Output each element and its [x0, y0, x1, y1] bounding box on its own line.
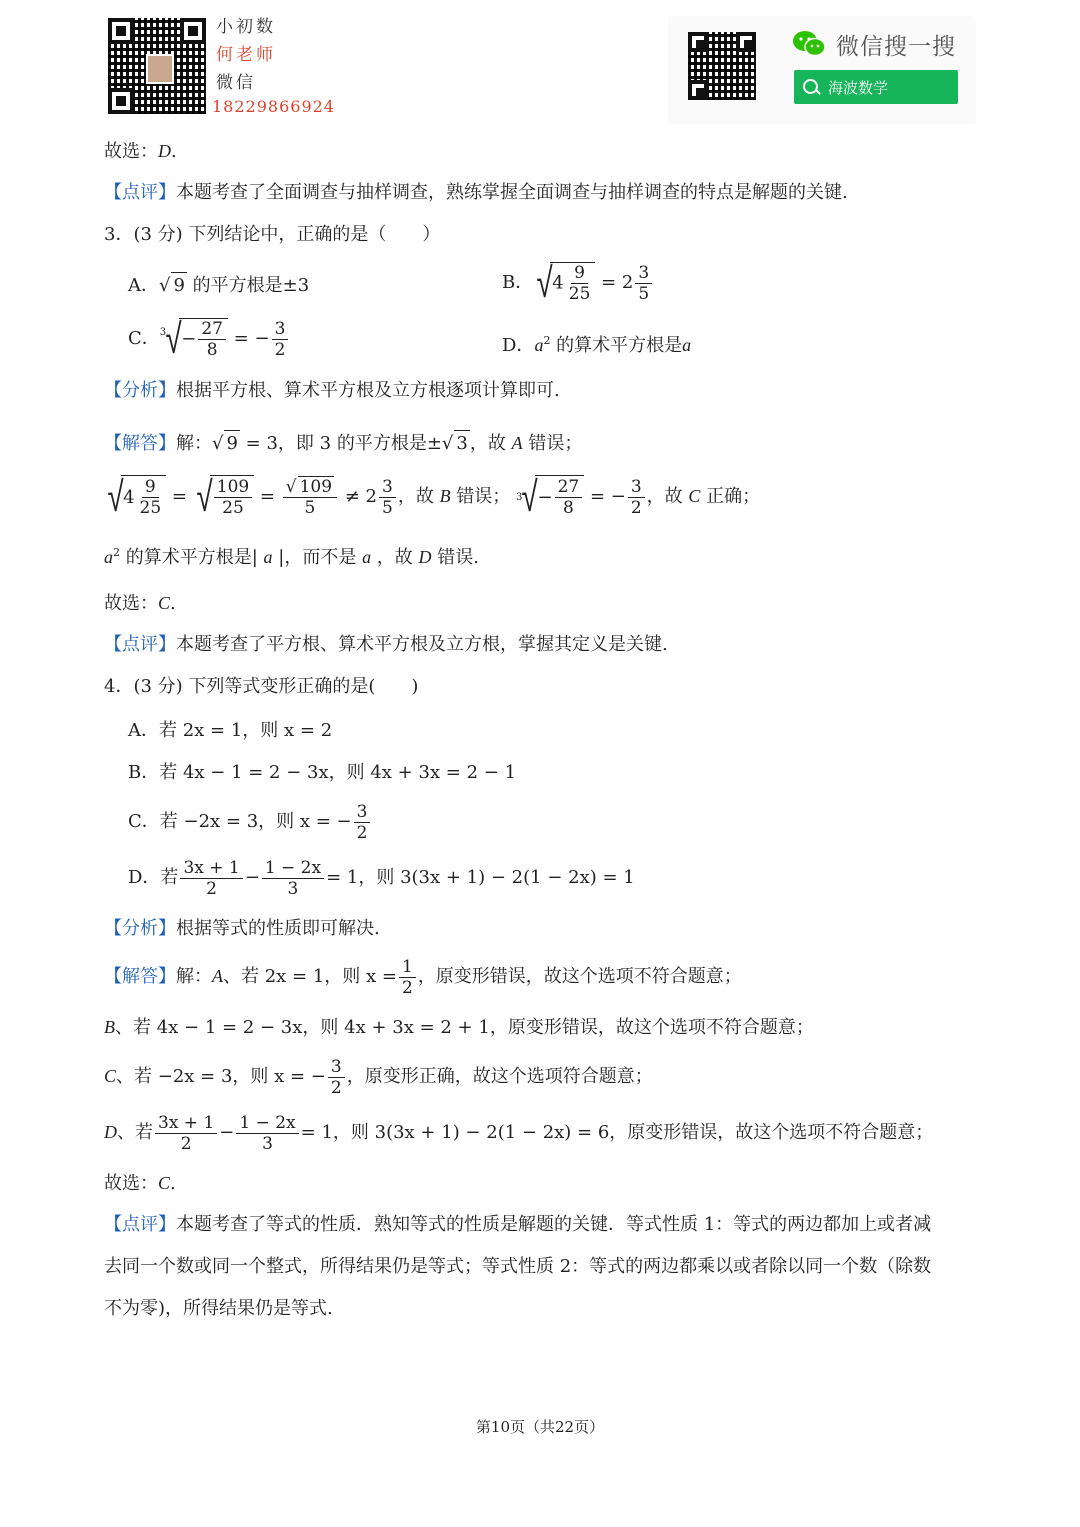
- answer-letter: D: [158, 141, 171, 161]
- analysis-text: 根据等式的性质即可解决.: [176, 918, 380, 939]
- solution-text: ，故: [646, 486, 683, 507]
- option-d-prefix: D．: [502, 335, 535, 356]
- analysis-tag: 【分析】: [104, 918, 176, 939]
- q4-solution-b: B、若 4x − 1 = 2 − 3x，则 4x + 3x = 2 + 1，原变形错误，故这个选项不符合题意；: [104, 1017, 814, 1038]
- option-a-text: 的平方根是±3: [192, 275, 310, 296]
- solution-text: 、若 4x − 1 = 2 − 3x，则 4x + 3x = 2 + 1，原变形错误，故这个选项不符合题意；: [115, 1017, 814, 1038]
- option-c-text: C．若 −2x = 3，则 x = −: [128, 811, 352, 832]
- q4-solution-d: D、若 $\frac{3x + 1}{2}$ − $\frac{1 - 2x}{3}$ = 1，则 3(3x + 1) − 2(1 − 2x) = 6，原变形错误，故这个选项不符合题意；: [104, 1112, 934, 1154]
- wechat-search-button[interactable]: [794, 70, 958, 104]
- solution-text: ，故: [376, 547, 413, 568]
- handwritten-teacher: 何老师: [216, 45, 276, 65]
- solution-text: 的算术平方根是: [125, 547, 252, 568]
- q3-option-a: A．√ 9 的平方根是±3: [128, 272, 309, 299]
- handwritten-wechat: 微信: [216, 73, 256, 93]
- prev-answer-line: 故选：D.: [104, 141, 177, 162]
- q3-solution-line-1: 【解答】解：√ 9 = 3，即 3 的平方根是±√ 3 ，故 A 错误；: [104, 430, 582, 457]
- option-d-text: 的算术平方根是: [556, 335, 683, 356]
- q4-option-c: C．若 −2x = 3，则 x = − $\frac{3}{2}$: [128, 800, 372, 844]
- solution-text: 、若: [117, 1122, 153, 1143]
- review-tag: 【点评】: [104, 1214, 176, 1235]
- q4-stem: 4．(3 分) 下列等式变形正确的是( ): [104, 676, 419, 697]
- q4-solution-a: 【解答】解：A、若 2x = 1，则 x = $\frac{1}{2}$ ，原变形错误，故这个选项不符合题意；: [104, 956, 742, 998]
- q4-option-b: B．若 4x − 1 = 2 − 3x，则 4x + 3x = 2 − 1: [128, 762, 517, 783]
- option-d-text: D．若: [128, 867, 179, 888]
- solution-text: ，即 3 的平方根是: [277, 433, 427, 454]
- avatar: [146, 54, 174, 84]
- option-d-text: = 1，则 3(3x + 1) − 2(1 − 2x) = 1: [326, 867, 635, 888]
- handwritten-phone: 18229866924: [212, 97, 335, 116]
- qr-code-left: [108, 18, 206, 114]
- solution-tag: 【解答】: [104, 966, 176, 987]
- q3-solution-line-2: √4 $\frac{9}{25}$ = √ $\frac{109}{25}$ = $\frac{√ 109}{5}$ ≠ 2 $\frac{3}{5}$ ，故 B 错误； $^3$√− $\frac{27}{8}$ = − $\frac{3}{2}$ ，故 C 正确；: [107, 472, 761, 521]
- q4-review-1: [104, 1212, 931, 1238]
- answer-label: 故选：: [104, 1173, 158, 1194]
- wechat-search-label: 海波数学: [828, 79, 889, 97]
- q4-analysis: [104, 916, 380, 942]
- wechat-title: 微信搜一搜: [836, 34, 956, 60]
- solution-text: 正确；: [706, 486, 761, 507]
- q4-review-2: 去同一个数或同一个整式，所得结果仍是等式；等式性质 2：等式的两边都乘以或者除以同一个数（除数: [104, 1256, 932, 1277]
- review-text: 本题考查了平方根、算术平方根及立方根，掌握其定义是关键.: [176, 634, 668, 655]
- q4-option-a: A．若 2x = 1，则 x = 2: [128, 720, 333, 741]
- solution-text: ，原变形正确，故这个选项符合题意；: [346, 1066, 653, 1087]
- review-tag: 【点评】: [104, 182, 176, 203]
- solution-text: 、若 −2x = 3，则 x = −: [116, 1066, 326, 1087]
- solution-text: 解：: [176, 433, 212, 454]
- answer-letter: C: [158, 593, 171, 613]
- answer-label: 故选：: [104, 593, 158, 614]
- solution-text: ，原变形错误，故这个选项不符合题意；: [417, 966, 742, 987]
- q3-stem: 3．(3 分) 下列结论中，正确的是（ ）: [104, 224, 441, 245]
- qr-code-right: [688, 32, 756, 100]
- solution-text: ，故: [469, 433, 506, 454]
- handwritten-label: 小初数: [216, 17, 276, 37]
- page-footer: 第10页（共22页）: [475, 1418, 605, 1436]
- q4-option-d: D．若 $\frac{3x + 1}{2}$ − $\frac{1 - 2x}{3}$ = 1，则 3(3x + 1) − 2(1 − 2x) = 1: [128, 857, 635, 899]
- q4-answer: 故选：C.: [104, 1173, 176, 1194]
- q3-solution-line-3: $a^2$ 的算术平方根是| a |，而不是 a ，故 D 错误.: [104, 546, 479, 568]
- q3-review: [104, 632, 668, 658]
- solution-text: = 1，则 3(3x + 1) − 2(1 − 2x) = 6，原变形错误，故这个选项不符合题意；: [300, 1122, 934, 1143]
- q3-answer: 故选：C.: [104, 593, 176, 614]
- q3-analysis: [104, 378, 560, 404]
- option-b-prefix: B．: [502, 272, 534, 293]
- q3-option-b: B．√4 $\frac{9}{25}$ = 2 $\frac{3}{5}$: [502, 262, 654, 304]
- wechat-logo-icon: [792, 30, 826, 58]
- solution-text: 、若 2x = 1，则 x =: [223, 966, 397, 987]
- solution-tag: 【解答】: [104, 433, 176, 454]
- solution-text: 错误；: [456, 486, 511, 507]
- q4-review-3: 不为零)，所得结果仍是等式.: [104, 1298, 333, 1319]
- q3-option-d: D．$a^2$ 的算术平方根是a: [502, 334, 692, 356]
- review-text: 本题考查了全面调查与抽样调查，熟练掌握全面调查与抽样调查的特点是解题的关键.: [176, 182, 848, 203]
- solution-text: ，故: [397, 486, 434, 507]
- solution-text: 错误.: [437, 547, 479, 568]
- option-c-prefix: C．: [128, 328, 160, 349]
- solution-text: ，而不是: [284, 547, 357, 568]
- review-tag: 【点评】: [104, 634, 176, 655]
- q4-solution-c: C、若 −2x = 3，则 x = − $\frac{3}{2}$ ，原变形正确，故这个选项符合题意；: [104, 1056, 653, 1098]
- analysis-tag: 【分析】: [104, 380, 176, 401]
- option-a-prefix: A．: [128, 275, 159, 296]
- answer-label: 故选：: [104, 141, 158, 162]
- search-icon: [803, 79, 818, 94]
- solution-text: 错误；: [528, 433, 583, 454]
- analysis-text: 根据平方根、算术平方根及立方根逐项计算即可.: [176, 380, 560, 401]
- prev-review-line: [104, 180, 848, 206]
- q3-option-c: C．$^3$√− $\frac{27}{8}$ = − $\frac{3}{2}$: [128, 318, 290, 360]
- review-text: 本题考查了等式的性质．熟知等式的性质是解题的关键．等式性质 1：等式的两边都加上或者减: [176, 1214, 932, 1235]
- solution-text: 解：: [176, 966, 212, 987]
- answer-letter: C: [158, 1173, 171, 1193]
